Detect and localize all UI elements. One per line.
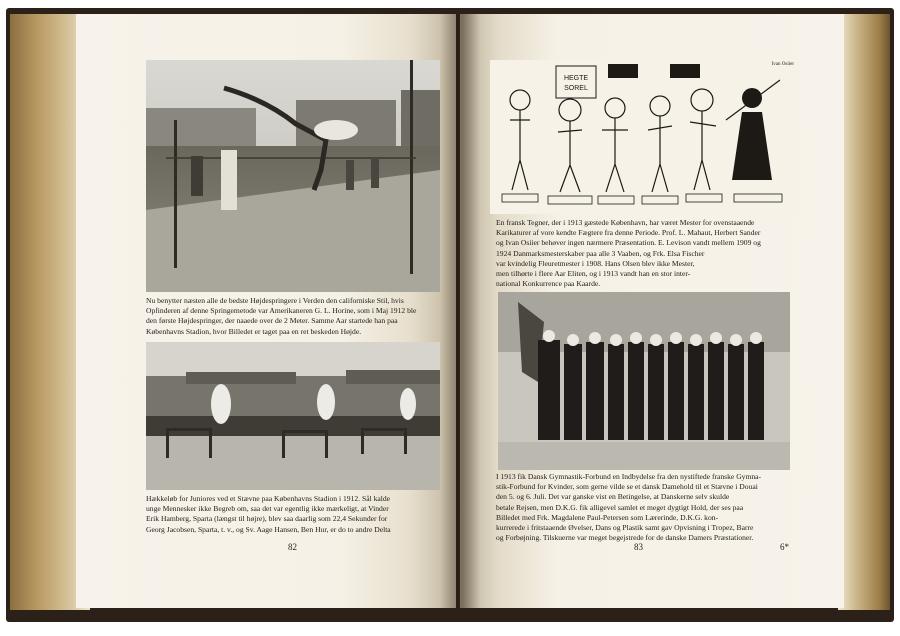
hurdles-caption: Hækkeløb for Juniores ved et Stævne paa Københavns Stadion i 1912. Sål kalde unge Mennesker ikke Begreb om, saa det var egentlig ikke mærkeligt, at Vinder Erik Hamberg, Sparta (længst til højre), blev saa daarlig som 22,4 Sekunder for Georg Jacobsen, Sparta, t. v., og Sv. Aage Hansen, Ben Hur, er do to andre Delta — [146, 494, 391, 534]
fencers-caricature-drawing — [490, 60, 800, 214]
cartoon-top-right-label: Ivan Osiier — [771, 62, 794, 67]
right-page — [460, 14, 844, 608]
gymnastics-team-photo — [498, 292, 790, 470]
left-page — [76, 14, 456, 608]
signature-mark: 6* — [780, 542, 789, 552]
svg-text:SOREL: SOREL — [564, 85, 588, 92]
book-gutter-shadow — [440, 14, 480, 608]
right-page-edges — [838, 14, 890, 610]
hurdles-photo — [146, 342, 440, 490]
left-page-number: 82 — [288, 542, 297, 552]
right-page-number: 83 — [634, 542, 643, 552]
gymnastics-caption: I 1913 fik Dansk Gymnastik-Forbund en Indbydelse fra den nystiftede franske Gymna- stik-Forbund for Kvinder, som gerne vilde se et dansk Damehold til et Stævne i Douai den 5. og 6. Juli. Det var ganske vist en Betingelse, at Danskerne selv skulde betale Rejsen, men D.K.G. fik alligevel samlet et meget dygtigt Hold, der ses paa Billedet med Frk. Magdalene Paul-Petersen som Lærerinde, D.K.G. kon- kurrerede i fritstaaende Øvelser, Dans og Plastik samt gav Opvisning i Tropez, Barre og Forbøjning. Tilskuerne var meget begejstrede for de danske Damers Præstationer. — [496, 472, 762, 543]
svg-text:HEGTE: HEGTE — [563, 75, 589, 82]
fencers-caption: En fransk Tegner, der i 1913 gæstede København, har været Mester for ovenstaaende Karikaturer af vore kendte Fægtere fra denne Periode. Prof. L. Mahaut, Herbert Sander og Ivan Osiier behøver ingen nærmere Præsentation. E. Levison vandt mellem 1909 og 1924 Danmarksmesterskaber paa alle 3 Vaaben, og Frk. Elsa Fischer var kvindelig Fleuretmester i 1908. Hans Olsen blev ikke Mester, men tilhørte i flere Aar Eliten, og i 1913 vandt han en stor inter- national Konkurrence paa Kaarde. — [496, 218, 761, 289]
high-jump-photo — [146, 60, 440, 292]
high-jump-caption: Nu benytter næsten alle de bedste Højdespringere i Verden den californiske Stil, hvis Opfinderen af denne Springemetode var Amerikaneren G. L. Horine, som i Maj 1912 ble den første Højdespringer, der naaede over de 2 Meter. Samme Aar startede han paa Københavns Stadion, hvor Billedet er taget paa en ret beskeden Højde. — [146, 296, 417, 336]
